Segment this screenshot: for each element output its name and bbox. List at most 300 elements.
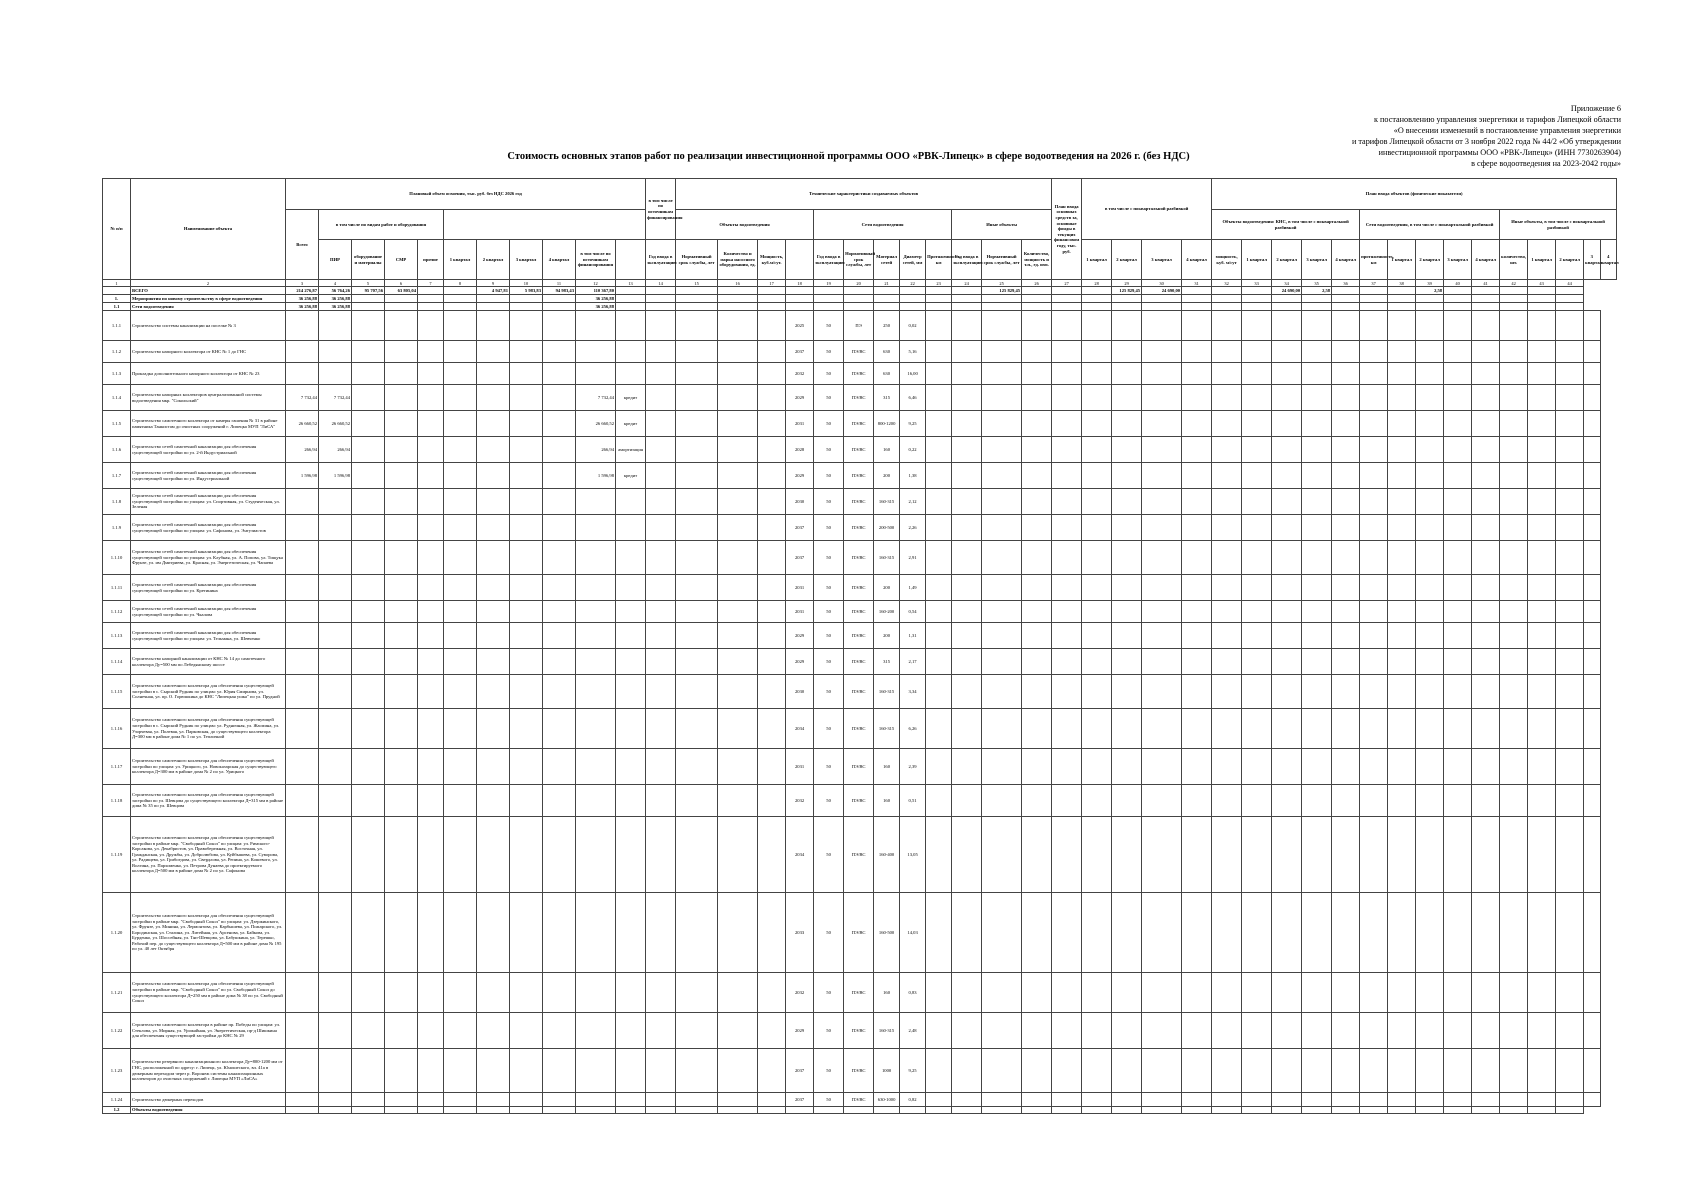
empty-cell [676, 1093, 718, 1107]
empty-cell [646, 1093, 676, 1107]
empty-cell [477, 1107, 510, 1114]
empty-cell [385, 311, 418, 341]
row-year: 2029 [786, 385, 814, 411]
empty-cell [758, 973, 786, 1013]
row-life: 50 [814, 515, 844, 541]
header-equipment-qty: Количество и марка насосного оборудования, ед. [718, 240, 758, 280]
row-source [616, 817, 646, 893]
table-row [103, 363, 1617, 385]
row-length: 2,91 [900, 541, 926, 575]
row-material: ПЭ/ВС [844, 1013, 874, 1049]
row-total [286, 785, 319, 817]
empty-cell [1082, 1093, 1112, 1107]
empty-cell [1388, 1107, 1416, 1114]
column-number: 39 [1416, 280, 1444, 287]
row-pir [319, 1049, 352, 1093]
empty-cell [1556, 363, 1584, 385]
row-length: 6,26 [900, 709, 926, 749]
summary-q4 [543, 303, 576, 311]
row-q4 [576, 363, 616, 385]
empty-cell [1332, 363, 1360, 385]
empty-cell [1082, 1107, 1112, 1114]
row-name: Строительство сетей самотечной канализации для обеспечения существующей застройки по улицам: ул. Тельмана, ул. Шевченко [131, 623, 286, 649]
empty-cell [418, 341, 444, 363]
row-length: 16,00 [900, 363, 926, 385]
column-number: 5 [352, 280, 385, 287]
empty-cell [510, 411, 543, 437]
column-number: 14 [646, 280, 676, 287]
empty-cell [1302, 973, 1332, 1013]
empty-cell [646, 287, 676, 295]
empty-cell [1272, 1107, 1302, 1114]
summary-total: 36 256,88 [286, 295, 319, 303]
row-pir: 26 660,52 [319, 411, 352, 437]
empty-cell [1052, 649, 1082, 675]
empty-cell [1584, 515, 1600, 541]
summary-smr [385, 303, 418, 311]
empty-cell [646, 303, 676, 311]
header-src-blank [616, 240, 646, 280]
summary-len-q4: 2,58 [1416, 287, 1444, 295]
empty-cell [646, 749, 676, 785]
empty-cell [1272, 623, 1302, 649]
row-q4 [576, 515, 616, 541]
empty-cell [1472, 601, 1500, 623]
empty-cell [1500, 437, 1528, 463]
empty-cell [1022, 303, 1052, 311]
empty-cell [646, 363, 676, 385]
header-qty-q4: 4 квартал [1600, 240, 1616, 280]
empty-cell [444, 649, 477, 675]
row-q4: 266,94 [576, 437, 616, 463]
empty-cell [1528, 1107, 1556, 1114]
section-num: 1.2 [103, 1107, 131, 1114]
empty-cell [982, 575, 1022, 601]
empty-cell [926, 1107, 952, 1114]
empty-cell [1500, 575, 1528, 601]
empty-cell [952, 287, 982, 295]
row-pir [319, 489, 352, 515]
empty-cell [1142, 363, 1182, 385]
row-year: 2031 [786, 749, 814, 785]
row-name: Строительство сетей самотечной канализации для обеспечения существующей застройки по улицам: ул. Спортивная, ул. Студенческая, ул. Зеленая [131, 489, 286, 515]
empty-cell [1360, 575, 1388, 601]
empty-cell [758, 463, 786, 489]
empty-cell [444, 623, 477, 649]
empty-cell [1302, 541, 1332, 575]
empty-cell [1360, 1093, 1388, 1107]
empty-cell [1528, 893, 1556, 973]
row-num: 1.1.21 [103, 973, 131, 1013]
empty-cell [1022, 341, 1052, 363]
row-source [616, 893, 646, 973]
empty-cell [510, 893, 543, 973]
empty-cell [676, 363, 718, 385]
empty-cell [1082, 1013, 1112, 1049]
summary-q2 [477, 295, 510, 303]
row-name: Строительство сетей самотечной канализации для обеспечения существующей застройки по ул. Индустриальной [131, 463, 286, 489]
header-other-obj: Иные объекты [952, 210, 1052, 240]
empty-cell [1500, 363, 1528, 385]
empty-cell [1528, 675, 1556, 709]
empty-cell [1112, 973, 1142, 1013]
row-name: Строительство самотечного коллектора для обеспечения существующей застройки в районе мкр. "Свободный Сокол" по улицам: ул. Дзержинского, ул. Фрунзе, ул. Минина, ул. Лермонтова, ул. Карбышева, ул. Пожарского, ул. Бородинская, ул. Сталина, ул. Литейная, ул. Арсенова, ул. Байкова, ул. Бурденко, ул. Шоссейная, ул. Тяп-Шевцова, ул. Бабушкина, ул. Терешко, Рабочий пер. до существующего коллектора Д=500 мм в районе дома № 195 по ул. 40 лет Октября [131, 893, 286, 973]
empty-cell [982, 411, 1022, 437]
empty-cell [1052, 463, 1082, 489]
row-length: 2,48 [900, 1013, 926, 1049]
header-life-3: Нормативный срок службы, лет [982, 240, 1022, 280]
column-number: 35 [1302, 280, 1332, 287]
empty-cell [926, 385, 952, 411]
empty-cell [1082, 575, 1112, 601]
empty-cell [758, 1093, 786, 1107]
empty-cell [676, 515, 718, 541]
empty-cell [1332, 515, 1360, 541]
row-source [616, 1093, 646, 1107]
empty-cell [1212, 303, 1242, 311]
header-funds-q4: 4 квартал [1182, 240, 1212, 280]
empty-cell [1444, 973, 1472, 1013]
empty-cell [758, 303, 786, 311]
summary-cap [1142, 303, 1182, 311]
empty-cell [1388, 385, 1416, 411]
empty-cell [1472, 893, 1500, 973]
empty-cell [1360, 973, 1388, 1013]
empty-cell [1528, 385, 1556, 411]
row-diameter: 160-315 [874, 675, 900, 709]
header-funds-q2: 2 квартал [1112, 240, 1142, 280]
empty-cell [1388, 303, 1416, 311]
empty-cell [1242, 575, 1272, 601]
empty-cell [418, 1107, 444, 1114]
row-total: 1 596,98 [286, 463, 319, 489]
row-length: 0,51 [900, 785, 926, 817]
empty-cell [646, 785, 676, 817]
row-diameter: 160-500 [874, 893, 900, 973]
summary-cap-q4 [1272, 295, 1302, 303]
row-length: 9,25 [900, 411, 926, 437]
row-q4 [576, 785, 616, 817]
empty-cell [1360, 817, 1388, 893]
empty-cell [510, 817, 543, 893]
empty-cell [1500, 515, 1528, 541]
empty-cell [758, 709, 786, 749]
empty-cell [385, 1093, 418, 1107]
empty-cell [1142, 1107, 1182, 1114]
row-pir [319, 649, 352, 675]
summary-funds [982, 303, 1022, 311]
empty-cell [1182, 311, 1212, 341]
row-num: 1.1.16 [103, 709, 131, 749]
empty-cell [418, 575, 444, 601]
row-source [616, 749, 646, 785]
empty-cell [1388, 1093, 1416, 1107]
empty-cell [676, 649, 718, 675]
empty-cell [1416, 411, 1444, 437]
empty-cell [1584, 675, 1600, 709]
row-material: ПЭ/ВС [844, 649, 874, 675]
empty-cell [352, 463, 385, 489]
empty-cell [1360, 675, 1388, 709]
row-diameter: 315 [874, 649, 900, 675]
empty-cell [1182, 709, 1212, 749]
empty-cell [1052, 303, 1082, 311]
empty-cell [1212, 1093, 1242, 1107]
empty-cell [1182, 341, 1212, 363]
empty-cell [1528, 287, 1556, 295]
empty-cell [676, 973, 718, 1013]
empty-cell [1242, 515, 1272, 541]
empty-cell [1052, 311, 1082, 341]
empty-cell [1052, 785, 1082, 817]
row-life: 50 [814, 675, 844, 709]
summary-pir: 36 256,88 [319, 303, 352, 311]
empty-cell [418, 437, 444, 463]
empty-cell [1360, 541, 1388, 575]
empty-cell [758, 295, 786, 303]
empty-cell [352, 541, 385, 575]
empty-cell [418, 489, 444, 515]
row-pir [319, 709, 352, 749]
empty-cell [926, 749, 952, 785]
header-qty-other: Количество, мощность и т.п., ед. изм. [1022, 240, 1052, 280]
row-q4 [576, 601, 616, 623]
empty-cell [352, 893, 385, 973]
empty-cell [1082, 649, 1112, 675]
empty-cell [1182, 623, 1212, 649]
row-source: кредит [616, 385, 646, 411]
row-source [616, 363, 646, 385]
empty-cell [543, 817, 576, 893]
empty-cell [385, 675, 418, 709]
empty-cell [1052, 575, 1082, 601]
empty-cell [926, 341, 952, 363]
empty-cell [418, 363, 444, 385]
column-number: 6 [385, 280, 418, 287]
row-num: 1.1.6 [103, 437, 131, 463]
empty-cell [1388, 893, 1416, 973]
row-q4: 1 596,98 [576, 463, 616, 489]
empty-cell [646, 1013, 676, 1049]
header-name: Наименование объекта [131, 179, 286, 280]
row-name: Строительство самотечного коллектора для обеспечения существующей застройки в с. Сырский Рудник по улицам: ул. Юрия Смирнова, ул. Солнечная, ул. пр. О. Горюшкина до КНС "Липецкая ушка" по ул. Прудной [131, 675, 286, 709]
empty-cell [1332, 575, 1360, 601]
empty-cell [543, 1049, 576, 1093]
empty-cell [1182, 287, 1212, 295]
row-q4: 26 660,52 [576, 411, 616, 437]
summary-num: 1.1 [103, 303, 131, 311]
empty-cell [1556, 575, 1584, 601]
empty-cell [1242, 287, 1272, 295]
column-number: 40 [1444, 280, 1472, 287]
empty-cell [982, 817, 1022, 893]
row-length: 0,22 [900, 437, 926, 463]
column-number: 7 [418, 280, 444, 287]
empty-cell [1416, 515, 1444, 541]
empty-cell [718, 785, 758, 817]
empty-cell [952, 295, 982, 303]
empty-cell [1500, 541, 1528, 575]
summary-q3 [510, 295, 543, 303]
empty-cell [718, 489, 758, 515]
row-source: кредит [616, 463, 646, 489]
header-other-input: Иные объекты, в том числе с поквартальной разбивкой [1500, 210, 1617, 240]
header-funds-q3: 3 квартал [1142, 240, 1182, 280]
row-total [286, 515, 319, 541]
empty-cell [543, 489, 576, 515]
empty-cell [646, 463, 676, 489]
row-num: 1.1.1 [103, 311, 131, 341]
empty-cell [1360, 649, 1388, 675]
empty-cell [1272, 385, 1302, 411]
row-name: Строительство самотечного коллектора в районе пр. Победы по улицам: ул. Стеклова, ул. Мирная, ул. Урожайная, ул. Энергетическая, пр-д Шишкина для обеспечения существующей застройки до КНС № 29 [131, 1013, 286, 1049]
row-total [286, 749, 319, 785]
empty-cell [543, 411, 576, 437]
row-total [286, 1093, 319, 1107]
row-source [616, 785, 646, 817]
empty-cell [718, 411, 758, 437]
empty-cell [1142, 709, 1182, 749]
empty-cell [1360, 749, 1388, 785]
empty-cell [758, 489, 786, 515]
empty-cell [385, 785, 418, 817]
empty-cell [444, 893, 477, 973]
summary-pir: 36 256,88 [319, 295, 352, 303]
empty-cell [1272, 785, 1302, 817]
column-number: 29 [1112, 280, 1142, 287]
empty-cell [926, 311, 952, 341]
empty-cell [1416, 709, 1444, 749]
row-year: 2025 [786, 311, 814, 341]
row-name: Строительство самотечного коллектора от камеры гашения № 31 в районе памятника Танкистам до очистных сооружений г. Липецка МУП "ЛиСА" [131, 411, 286, 437]
empty-cell [477, 973, 510, 1013]
appendix-line: Приложение 6 [1570, 104, 1621, 113]
row-num: 1.1.11 [103, 575, 131, 601]
summary-num: 1. [103, 295, 131, 303]
empty-cell [1112, 341, 1142, 363]
empty-cell [1360, 709, 1388, 749]
empty-cell [1556, 893, 1584, 973]
row-diameter: 250 [874, 311, 900, 341]
empty-cell [1332, 623, 1360, 649]
empty-cell [444, 341, 477, 363]
empty-cell [1302, 675, 1332, 709]
empty-cell [1360, 287, 1388, 295]
empty-cell [1112, 463, 1142, 489]
empty-cell [1182, 575, 1212, 601]
row-length: 2,12 [900, 489, 926, 515]
empty-cell [1472, 1093, 1500, 1107]
empty-cell [352, 709, 385, 749]
empty-cell [543, 385, 576, 411]
empty-cell [844, 295, 874, 303]
empty-cell [758, 575, 786, 601]
empty-cell [1444, 437, 1472, 463]
empty-cell [1112, 575, 1142, 601]
row-material: ПЭ/ВС [844, 575, 874, 601]
empty-cell [646, 1049, 676, 1093]
empty-cell [1142, 1093, 1182, 1107]
row-life: 50 [814, 649, 844, 675]
empty-cell [444, 411, 477, 437]
empty-cell [1052, 363, 1082, 385]
row-year: 2031 [786, 575, 814, 601]
empty-cell [952, 1093, 982, 1107]
row-diameter: 160-200 [874, 601, 900, 623]
row-year: 2033 [786, 893, 814, 973]
table-row [103, 623, 1617, 649]
empty-cell [352, 1107, 385, 1114]
empty-cell [1212, 749, 1242, 785]
empty-cell [1112, 709, 1142, 749]
summary-len: 2,58 [1302, 287, 1332, 295]
empty-cell [1444, 817, 1472, 893]
empty-cell [1444, 341, 1472, 363]
empty-cell [1242, 675, 1272, 709]
empty-cell [1082, 515, 1112, 541]
row-source: кредит [616, 411, 646, 437]
empty-cell [982, 1049, 1022, 1093]
row-year: 2032 [786, 973, 814, 1013]
empty-cell [1272, 437, 1302, 463]
row-diameter: 160-315 [874, 1013, 900, 1049]
empty-cell [1528, 515, 1556, 541]
empty-cell [982, 749, 1022, 785]
empty-cell [1584, 437, 1600, 463]
empty-cell [646, 489, 676, 515]
row-q4 [576, 709, 616, 749]
empty-cell [758, 623, 786, 649]
row-total [286, 1049, 319, 1093]
empty-cell [352, 1013, 385, 1049]
header-q4b: в том числе по источникам финансирования [576, 240, 616, 280]
empty-cell [385, 1013, 418, 1049]
row-material: ПЭ/ВС [844, 601, 874, 623]
empty-cell [1212, 541, 1242, 575]
header-cap-q2: 2 квартал [1272, 240, 1302, 280]
empty-cell [646, 437, 676, 463]
empty-cell [718, 649, 758, 675]
summary-q1 [444, 287, 477, 295]
empty-cell [1082, 893, 1112, 973]
empty-cell [418, 623, 444, 649]
empty-cell [646, 541, 676, 575]
empty-cell [1272, 411, 1302, 437]
empty-cell [646, 893, 676, 973]
row-q4 [576, 575, 616, 601]
empty-cell [1272, 489, 1302, 515]
row-num: 1.1.4 [103, 385, 131, 411]
column-number: 32 [1212, 280, 1242, 287]
row-year: 2032 [786, 785, 814, 817]
empty-cell [1472, 437, 1500, 463]
row-diameter: 630 [874, 363, 900, 385]
header-cap-q3: 3 квартал [1302, 240, 1332, 280]
row-diameter: 630 [874, 341, 900, 363]
empty-cell [1584, 1093, 1600, 1107]
empty-cell [1500, 973, 1528, 1013]
row-life: 50 [814, 1013, 844, 1049]
empty-cell [1528, 489, 1556, 515]
empty-cell [1242, 785, 1272, 817]
empty-cell [385, 709, 418, 749]
empty-cell [1528, 623, 1556, 649]
empty-cell [900, 287, 926, 295]
table-row [103, 411, 1617, 437]
empty-cell [676, 411, 718, 437]
empty-cell [1444, 411, 1472, 437]
row-total [286, 675, 319, 709]
